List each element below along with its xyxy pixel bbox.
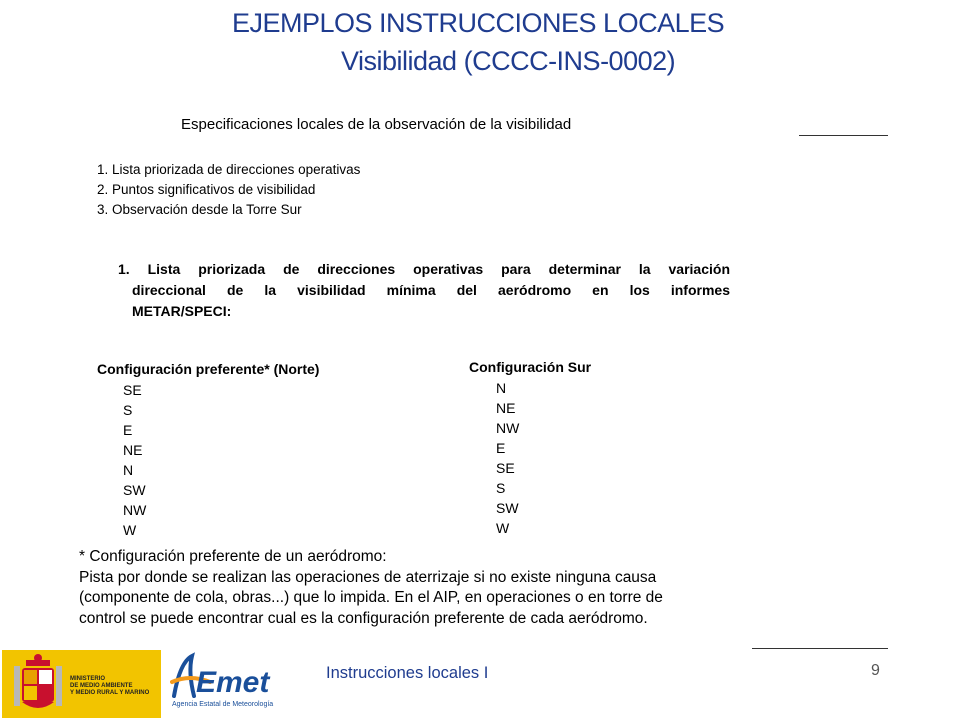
section-1-line: METAR/SPECI:: [132, 303, 232, 319]
ministry-line: MINISTERIO: [70, 676, 106, 682]
footnote-line: * Configuración preferente de un aeródromo:: [79, 548, 387, 565]
direction-item: E: [496, 440, 506, 456]
direction-item: SW: [123, 482, 146, 498]
direction-item: E: [123, 422, 133, 438]
direction-item: S: [123, 402, 133, 418]
ministry-name: [70, 676, 149, 697]
config-south-heading: Configuración Sur: [469, 359, 592, 375]
toc-item: 3. Observación desde la Torre Sur: [97, 202, 302, 217]
ministry-line: Y MEDIO RURAL Y MARINO: [70, 690, 150, 696]
direction-item: NE: [496, 400, 516, 416]
toc-list: [97, 160, 360, 220]
section-1-heading: [118, 259, 730, 322]
footnote-line: control se puede encontrar cual es la configuración preferente de cada aeródromo.: [79, 609, 648, 627]
slide-subtitle: Visibilidad (CCCC-INS-0002): [341, 46, 676, 76]
top-right-rule: [799, 135, 888, 136]
footnote: [79, 547, 759, 629]
section-1-line: direccional de la visibilidad mínima del aeródromo en los informes: [132, 282, 730, 298]
page-number: 9: [871, 662, 880, 679]
spec-heading: Especificaciones locales de la observación de la visibilidad: [181, 116, 572, 133]
direction-item: NW: [123, 502, 147, 518]
direction-item: NE: [123, 442, 143, 458]
coat-of-arms-icon: [8, 652, 68, 716]
direction-item: NW: [496, 420, 520, 436]
ministry-line: DE MEDIO AMBIENTE: [70, 683, 133, 689]
aemet-subtitle: Agencia Estatal de Meteorología: [172, 701, 274, 708]
config-north-list: [123, 380, 146, 540]
direction-item: N: [496, 380, 507, 396]
direction-item: W: [496, 520, 510, 536]
aemet-logo: [170, 652, 280, 702]
footer-rule: [752, 648, 888, 649]
slide-title: EJEMPLOS INSTRUCCIONES LOCALES: [232, 8, 725, 38]
section-1-line: 1. Lista priorizada de direcciones operativas para determinar la variación: [118, 261, 730, 277]
footer-course-label: Instrucciones locales I: [326, 664, 489, 682]
config-south-list: [496, 378, 519, 538]
toc-item: 2. Puntos significativos de visibilidad: [97, 182, 316, 197]
footnote-line: (componente de cola, obras...) que lo impida. En el AIP, en operaciones o en torre de: [79, 589, 663, 606]
direction-item: SE: [496, 460, 515, 476]
svg-text:Emet: Emet: [196, 666, 270, 699]
direction-item: SE: [123, 382, 142, 398]
direction-item: W: [123, 522, 137, 538]
direction-item: S: [496, 480, 506, 496]
direction-item: SW: [496, 500, 519, 516]
direction-item: N: [123, 462, 134, 478]
config-north-heading: Configuración preferente* (Norte): [97, 361, 320, 377]
footnote-line: Pista por donde se realizan las operaciones de aterrizaje si no existe ninguna causa: [79, 568, 657, 586]
toc-item: 1. Lista priorizada de direcciones operativas: [97, 162, 361, 177]
